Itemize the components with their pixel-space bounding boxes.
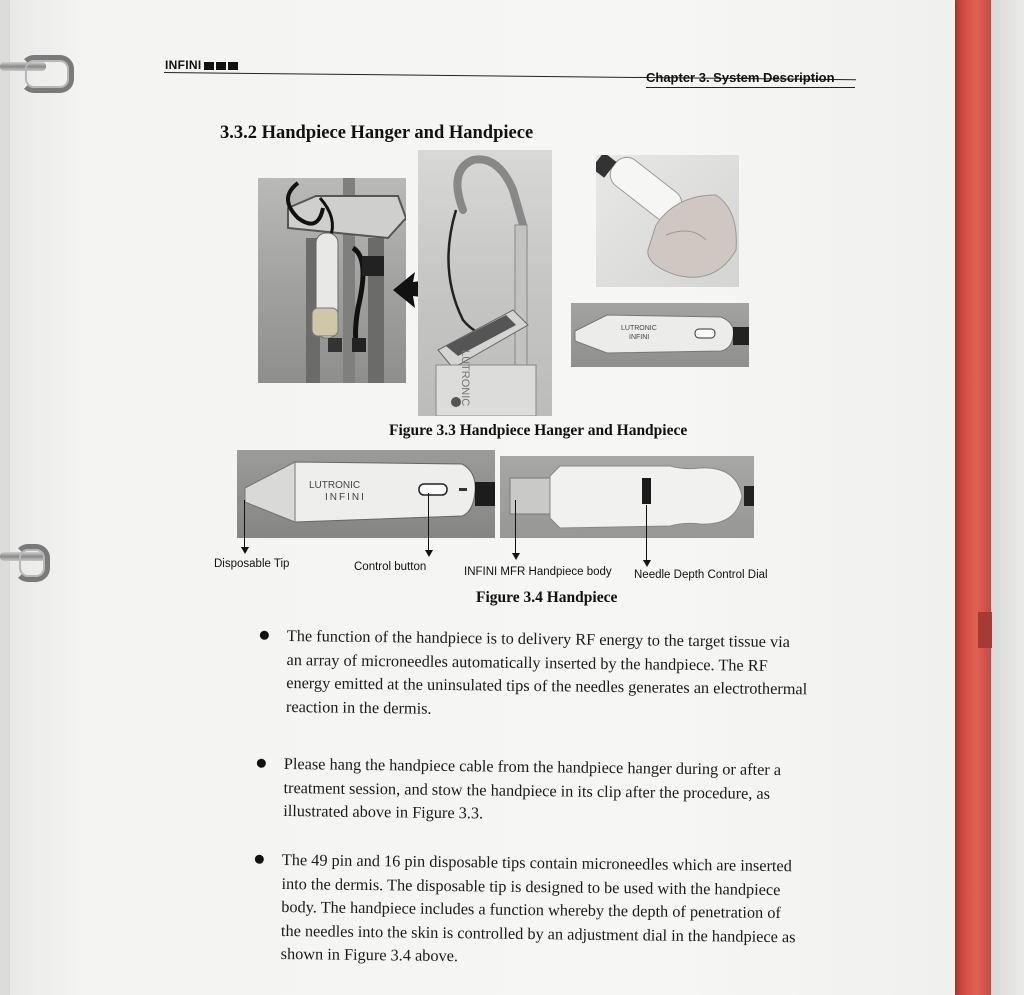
handpiece-brand: LUTRONIC — [309, 480, 361, 491]
handpiece-model: INFINI — [325, 492, 366, 503]
bullet-line: treatment session, and stow the handpiece in its clip after the procedure, as — [283, 777, 771, 803]
bullet-line: reaction in the dermis. — [285, 696, 432, 718]
label-control-button: Control button — [354, 561, 427, 573]
cart-brand: LUTRONIC — [459, 350, 471, 407]
photo-handpiece-body — [500, 456, 754, 538]
binder-ring-top-loop — [20, 55, 74, 93]
photo-handpiece-side — [571, 303, 749, 367]
bullet-dot-icon — [257, 759, 266, 768]
next-page-edge — [991, 0, 1024, 995]
handpiece-model-small: INFINI — [629, 334, 650, 341]
figure-3-3-caption: Figure 3.3 Handpiece Hanger and Handpiece — [389, 422, 688, 439]
photo-system-cart — [418, 150, 552, 416]
bullet-line: the needles into the skin is controlled by an adjustment dial in the handpiece as — [280, 920, 796, 947]
bullet-line: The 49 pin and 16 pin disposable tips contain microneedles which are inserted — [281, 849, 792, 876]
bullet-item — [281, 848, 882, 973]
label-needle-depth-dial: Needle Depth Control Dial — [634, 569, 768, 581]
binder-ring-middle-loop — [14, 544, 50, 582]
header-blocks-icon — [204, 59, 240, 73]
bullet-line: into the dermis. The disposable tip is designed to be used with the handpiece — [281, 873, 781, 899]
pointer-tip — [244, 500, 245, 548]
bullet-line: energy emitted at the uninsulated tips of the needles generates an electrothermal — [286, 673, 808, 699]
bullet-item — [283, 752, 884, 830]
label-handpiece-body: INFINI MFR Handpiece body — [464, 566, 612, 578]
bullet-line: Please hang the handpiece cable from the handpiece hanger during or after a — [283, 753, 782, 780]
figure-3-4-caption: Figure 3.4 Handpiece — [476, 589, 618, 606]
handpiece-brand-small: LUTRONIC — [621, 325, 657, 332]
section-title: 3.3.2 Handpiece Hanger and Handpiece — [220, 123, 534, 143]
running-header-product: INFINI — [165, 58, 240, 73]
divider-tab-notch — [978, 612, 992, 648]
photo-handpiece-labeled — [237, 450, 495, 538]
bullet-line: The function of the handpiece is to delivery RF energy to the target tissue via — [286, 625, 791, 652]
bullet-line: an array of microneedles automatically inserted by the handpiece. The RF — [286, 649, 768, 675]
bullet-item — [286, 624, 887, 726]
red-divider-tab — [955, 0, 991, 995]
label-disposable-tip: Disposable Tip — [214, 558, 290, 570]
bullet-dot-icon — [260, 631, 269, 640]
pointer-button — [428, 493, 429, 551]
chapter-underline — [646, 87, 855, 88]
photo-hanger-closeup — [258, 178, 406, 383]
bullet-line: body. The handpiece includes a function whereby the depth of penetration of — [281, 897, 781, 923]
bullet-line: illustrated above in Figure 3.3. — [283, 801, 484, 823]
pointer-body — [515, 500, 516, 554]
photo-hand-holding-handpiece — [596, 155, 739, 287]
pointer-dial — [646, 505, 647, 561]
bullet-line: shown in Figure 3.4 above. — [280, 944, 459, 966]
bullet-dot-icon — [255, 855, 264, 864]
running-header-chapter: Chapter 3. System Description — [646, 70, 835, 85]
